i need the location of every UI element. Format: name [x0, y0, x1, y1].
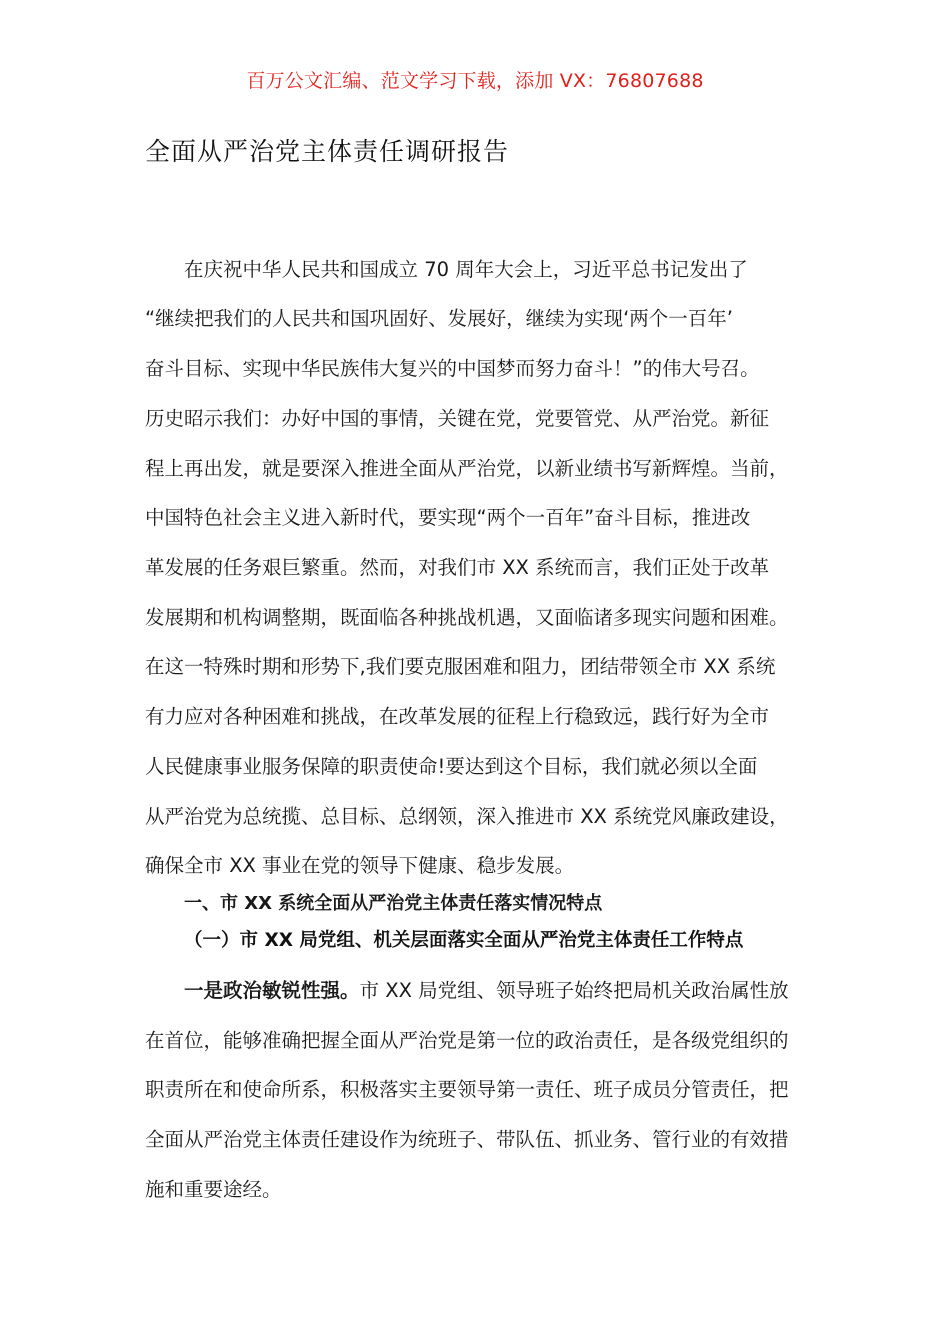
document-title: 全面从严治党主体责任调研报告 [145, 137, 510, 166]
paragraph-line: 在庆祝中华人民共和国成立 70 周年大会上，习近平总书记发出了 [184, 258, 748, 281]
subsection-heading: （一）市 XX 局党组、机关层面落实全面从严治党主体责任工作特点 [184, 930, 744, 951]
paragraph-line: 确保全市 XX 事业在党的领导下健康、稳步发展。 [145, 854, 575, 877]
paragraph-line: 程上再出发，就是要深入推进全面从严治党，以新业绩书写新辉煌。当前， [145, 457, 789, 480]
paragraph-line: 有力应对各种困难和挑战，在改革发展的征程上行稳致远，践行好为全市 [145, 705, 770, 728]
paragraph-line: 发展期和机构调整期，既面临各种挑战机遇，又面临诸多现实问题和困难。 [145, 606, 789, 629]
paragraph-line: 革发展的任务艰巨繁重。然而，对我们市 XX 系统而言，我们正处于改革 [145, 556, 770, 579]
paragraph-line: 全面从严治党主体责任建设作为统班子、带队伍、抓业务、管行业的有效措 [145, 1128, 789, 1151]
paragraph-line: “继续把我们的人民共和国巩固好、发展好，继续为实现‘两个一百年’ [145, 307, 733, 330]
paragraph-line: 从严治党为总统揽、总目标、总纲领，深入推进市 XX 系统党风廉政建设， [145, 805, 789, 828]
paragraph-line: 职责所在和使命所系，积极落实主要领导第一责任、班子成员分管责任，把 [145, 1078, 789, 1101]
header-note: 百万公文汇编、范文学习下载，添加 VX：76807688 [246, 70, 704, 92]
paragraph-line: 历史昭示我们：办好中国的事情，关键在党，党要管党、从严治党。新征 [145, 407, 770, 430]
paragraph-line [184, 977, 789, 1005]
paragraph-line: 施和重要途经。 [145, 1178, 282, 1201]
paragraph-line: 中国特色社会主义进入新时代，要实现“两个一百年”奋斗目标，推进改 [145, 506, 751, 529]
paragraph-line: 人民健康事业服务保障的职责使命!要达到这个目标，我们就必须以全面 [145, 755, 758, 778]
paragraph-line: 在这一特殊时期和形势下,我们要克服困难和阻力，团结带领全市 XX 系统 [145, 655, 776, 678]
point-lead: 一是政治敏锐性强。 [184, 979, 360, 1002]
section-heading: 一、市 XX 系统全面从严治党主体责任落实情况特点 [184, 893, 603, 914]
paragraph-line: 在首位，能够准确把握全面从严治党是第一位的政治责任，是各级党组织的 [145, 1029, 789, 1052]
point-text: 市 XX 局党组、领导班子始终把局机关政治属性放 [359, 979, 789, 1002]
paragraph-line: 奋斗目标、实现中华民族伟大复兴的中国梦而努力奋斗！”的伟大号召。 [145, 357, 760, 380]
